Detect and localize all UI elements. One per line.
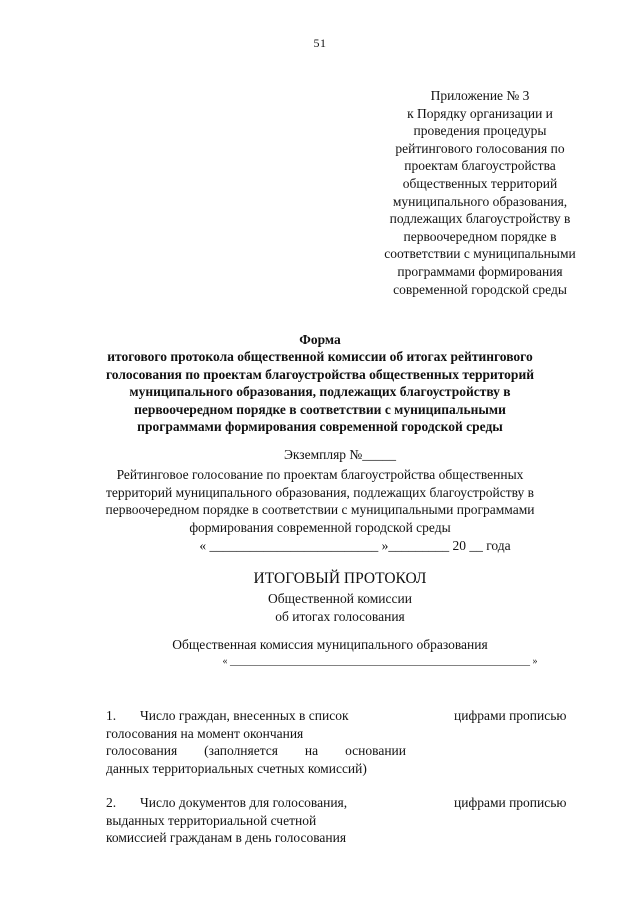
copy-number-line: Экземпляр №_____ — [283, 447, 397, 462]
item-first-line — [106, 707, 406, 725]
appendix-line: подлежащих благоустройству в — [389, 211, 571, 227]
form-title-line: первоочередном порядке в соответствии с муниципальными — [134, 401, 506, 417]
appendix-line: проектам благоустройства — [404, 158, 556, 174]
appendix-line: Приложение № 3 — [430, 88, 530, 103]
item-value-label: цифрами прописью — [454, 708, 567, 723]
item-number: 1. — [106, 708, 117, 723]
item-text-line: голосования на момент окончания — [106, 725, 304, 741]
item-text-line: голосования (заполняется на основании — [106, 743, 406, 759]
protocol-subtitle-line: Общественной комиссии — [268, 591, 412, 606]
appendix-line: соответствии с муниципальными — [384, 246, 576, 262]
form-title-line: муниципального образования, подлежащих благоустройству в — [129, 384, 511, 400]
item-text-line: данных территориальных счетных комиссий) — [106, 760, 367, 776]
item-value-label: цифрами прописью — [454, 795, 567, 810]
voting-description — [0, 466, 640, 536]
form-title-line: Форма — [299, 332, 341, 347]
item-text: Число граждан, внесенных в список — [140, 708, 349, 723]
appendix-line: проведения процедуры — [413, 123, 547, 139]
appendix-line: первоочередном порядке в — [403, 228, 557, 244]
commission-line: Общественная комиссия муниципального образования — [172, 637, 488, 652]
protocol-item-2 — [106, 794, 586, 847]
protocol-subtitle — [0, 590, 640, 625]
commission-name-blank: « ____________________________________________________________ » — [222, 656, 538, 667]
item-text: Число документов для голосования, — [140, 795, 348, 810]
appendix-line: программами формирования — [397, 263, 563, 279]
appendix-line: к Порядку организации и — [407, 105, 553, 121]
appendix-header — [340, 87, 620, 298]
voting-description-line: Рейтинговое голосование по проектам благоустройства общественных — [116, 467, 524, 482]
appendix-line: муниципального образования, — [392, 193, 568, 209]
page-number: 51 — [313, 36, 327, 50]
date-line: « _________________________ »_________ 20 __ года — [199, 538, 511, 553]
voting-description-line: территорий муниципального образования, подлежащих благоустройству в — [105, 484, 535, 500]
voting-description-line: первоочередном порядке в соответствии с муниципальными программами — [105, 502, 535, 518]
voting-description-line: формирования современной городской среды — [189, 519, 451, 535]
protocol-item-1 — [106, 707, 586, 777]
appendix-line: рейтингового голосования по — [395, 140, 565, 156]
item-text-line: выданных территориальной счетной — [106, 812, 317, 828]
appendix-line: общественных территорий — [402, 175, 558, 191]
item-first-line — [106, 794, 406, 812]
form-title — [0, 331, 640, 435]
item-text-line: комиссией гражданам в день голосования — [106, 830, 347, 846]
appendix-line: современной городской среды — [393, 281, 567, 297]
form-title-line: голосования по проектам благоустройства общественных территорий — [105, 366, 535, 382]
protocol-subtitle-line: об итогах голосования — [275, 608, 405, 624]
form-title-line: программами формирования современной городской среды — [137, 419, 503, 435]
item-label — [106, 794, 406, 847]
form-title-line: итогового протокола общественной комиссии об итогах рейтингового — [107, 349, 533, 365]
protocol-title: ИТОГОВЫЙ ПРОТОКОЛ — [253, 570, 427, 587]
item-label — [106, 707, 406, 777]
item-number: 2. — [106, 795, 117, 810]
